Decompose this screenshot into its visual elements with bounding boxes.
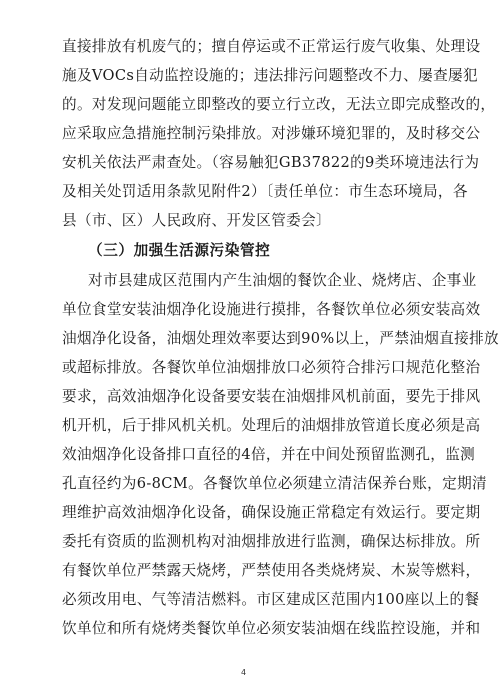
- paragraph-first-line: 对市县建成区范围内产生油烟的餐饮企业、烧烤店、企事业: [88, 272, 477, 289]
- body-text-line: 效油烟净化设备排口直径的4倍，并在中间处预留监测孔，监测: [62, 446, 476, 463]
- page-number: 4: [240, 668, 247, 677]
- body-text-line: 或超标排放。各餐饮单位油烟排放口必须符合排污口规范化整治: [62, 359, 481, 376]
- section-heading: （三）加强生活源污染管控: [88, 242, 271, 259]
- body-text-line: 必须改用电、气等清洁燃料。市区建成区范围内100座以上的餐: [62, 591, 480, 608]
- body-text-line: 饮单位和所有烧烤类餐饮单位必须安装油烟在线监控设施，并和: [62, 620, 481, 637]
- body-text-line: 有餐饮单位严禁露天烧烤，严禁使用各类烧烤炭、木炭等燃料，: [62, 562, 481, 579]
- body-text-line: 及相关处罚适用条款见附件2）〔责任单位：市生态环境局，各: [62, 183, 468, 200]
- body-text-line: 应采取应急措施控制污染排放。对涉嫌环境犯罪的，及时移交公: [62, 125, 481, 142]
- body-text-line: 委托有资质的监测机构对油烟排放进行监测，确保达标排放。所: [62, 533, 481, 550]
- body-text-line: 孔直径约为6-8CM。各餐饮单位必须建立清洁保养台账，定期清: [62, 475, 487, 492]
- body-text-line: 安机关依法严肃查处。（容易触犯GB37822的9类环境违法行为: [62, 154, 480, 171]
- body-text-line: 施及VOCs自动监控设施的；违法排污问题整改不力、屡查屡犯: [62, 67, 478, 84]
- body-text-line: 要求，高效油烟净化设备要安装在油烟排风机前面，要先于排风: [62, 388, 481, 405]
- body-text-line: 油烟净化设备，油烟处理效率要达到90%以上，严禁油烟直接排放: [62, 330, 499, 347]
- body-text-line: 直接排放有机废气的；擅自停运或不正常运行废气收集、处理设: [62, 38, 481, 55]
- body-text-line: 理维护高效油烟净化设备，确保设施正常稳定有效运行。要定期: [62, 504, 481, 521]
- body-text-line: 机开机，后于排风机关机。处理后的油烟排放管道长度必须是高: [62, 417, 481, 434]
- body-text-line: 县（市、区）人民政府、开发区管委会〕: [62, 212, 331, 229]
- body-text-line: 单位食堂安装油烟净化设施进行摸排，各餐饮单位必须安装高效: [62, 301, 481, 318]
- body-text-line: 的。对发现问题能立即整改的要立行立改，无法立即完成整改的，: [62, 96, 496, 113]
